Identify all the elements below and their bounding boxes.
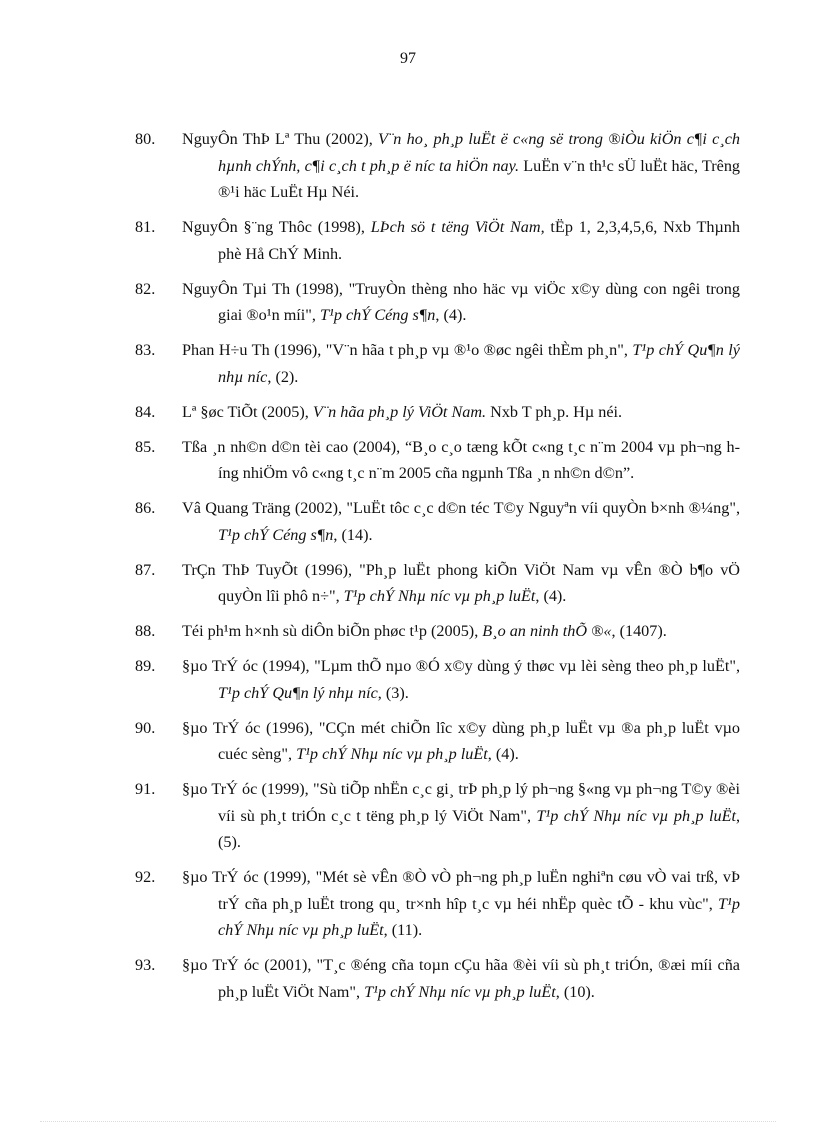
reference-item xyxy=(0,952,816,1005)
reference-text: NguyÔn §¨ng Thôc (1998), xyxy=(182,218,371,236)
reference-text: Téi ph¹m h×nh sù diÔn biÕn phøc t¹p (2005), xyxy=(182,622,483,640)
reference-details: , (10). xyxy=(555,982,595,1001)
reference-number: 82. xyxy=(135,279,156,298)
reference-number: 91. xyxy=(135,780,156,798)
reference-item xyxy=(0,276,816,329)
reference-details: , (11). xyxy=(383,921,423,939)
reference-item xyxy=(0,495,816,548)
reference-details: LuËn v¨n th¹c sÜ luËt häc, Trêng ®¹i häc LuËt Hµ Néi. xyxy=(218,156,741,201)
reference-number: 81. xyxy=(135,218,156,236)
reference-details: Nxb T ph¸p. Hµ néi. xyxy=(486,402,623,421)
reference-source-title: T¹p chÝ Nhµ níc vµ ph¸p luËt xyxy=(536,806,736,825)
reference-number: 87. xyxy=(135,560,156,579)
reference-source-title: T¹p chÝ Nhµ níc vµ ph¸p luËt xyxy=(218,894,740,939)
reference-number: 88. xyxy=(135,622,156,640)
reference-item xyxy=(0,557,816,610)
reference-text: §µo TrÝ óc (1994), "Lµm thÕ nµo ®Ó x©y dùng ý thøc vµ lèi sèng theo ph¸p luËt", xyxy=(182,657,740,675)
reference-number: 93. xyxy=(135,956,156,974)
reference-number: 90. xyxy=(135,718,156,737)
page-bottom-divider xyxy=(40,1121,776,1122)
reference-text: §µo TrÝ óc (2001), "T¸c ®éng cña toµn cÇu hãa ®èi víi sù ph¸t triÓn, ®æi míi cña ph¸p luËt ViÖt Nam", xyxy=(182,956,740,1001)
reference-source-title: V¨n ho¸ ph¸p luËt ë c«ng së trong ®iÒu kiÖn c¶i c¸ch hµnh chÝnh, c¶i c¸ch t ph¸p ë níc ta hiÖn nay. xyxy=(218,130,740,175)
reference-number: 92. xyxy=(135,868,156,886)
reference-details: , (2). xyxy=(267,367,299,386)
reference-text: §µo TrÝ óc (1999), "Mét sè vÊn ®Ò vÒ ph¬ng ph¸p luËn nghiªn cøu vÒ vai trß, vÞ trÝ cña ph¸p luËt trong qu¸ tr×nh hîp t¸c vµ héi nhËp quèc tÕ - khu vùc", xyxy=(182,868,740,913)
reference-details: , (4). xyxy=(487,745,519,763)
reference-item xyxy=(0,715,816,768)
reference-item xyxy=(0,337,816,390)
reference-source-title: V¨n hãa ph¸p lý ViÖt Nam. xyxy=(312,402,487,421)
reference-text: NguyÔn ThÞ Lª Thu (2002), xyxy=(182,130,379,148)
reference-item xyxy=(0,399,816,426)
reference-text: TrÇn ThÞ TuyÕt (1996), "Ph¸p luËt phong kiÕn ViÖt Nam vµ vÊn ®Ò b¶o vÖ quyÒn lîi phô n÷", xyxy=(182,560,740,605)
reference-item xyxy=(0,653,816,706)
reference-source-title: LÞch sö t tëng ViÖt Nam, xyxy=(370,218,545,236)
reference-item xyxy=(0,864,816,944)
reference-details: , (3). xyxy=(377,683,409,702)
reference-list xyxy=(0,126,816,1014)
reference-text: §µo TrÝ óc (1996), "CÇn mét chiÕn lîc x©y dùng ph¸p luËt vµ ®a ph¸p luËt vµo cuéc sèng", xyxy=(182,718,740,763)
reference-item xyxy=(0,434,816,487)
reference-item xyxy=(0,776,816,856)
reference-source-title: T¹p chÝ Qu¶n lý nhµ níc xyxy=(218,341,740,386)
reference-text: Tßa ¸n nh©n d©n tèi cao (2004), “B¸o c¸o tæng kÕt c«ng t¸c n¨m 2004 vµ ph¬ng híng nhiÖm vô c«ng t¸c n¨m 2005 cña ngµnh Tßa ¸n nh©n d©n”. xyxy=(182,437,740,482)
reference-details: , (1407). xyxy=(611,622,667,640)
reference-details: , (5). xyxy=(218,806,740,851)
reference-source-title: B¸o an ninh thÕ ®« xyxy=(482,622,612,640)
reference-number: 80. xyxy=(135,130,156,148)
page-number: 97 xyxy=(400,50,416,67)
reference-details: tËp 1, 2,3,4,5,6, Nxb Thµnh phè Hå ChÝ Minh. xyxy=(218,218,740,263)
reference-text: Vâ Quang Träng (2002), "LuËt tôc c¸c d©n téc T©y Nguyªn víi quyÒn b×nh ®¼ng", xyxy=(182,499,740,517)
reference-source-title: T¹p chÝ Nhµ níc vµ ph¸p luËt xyxy=(343,587,536,605)
reference-details: , (14). xyxy=(333,525,373,544)
reference-details: , (4). xyxy=(535,587,567,605)
reference-text: §µo TrÝ óc (1999), "Sù tiÕp nhËn c¸c gi¸ trÞ ph¸p lý ph¬ng §«ng vµ ph¬ng T©y ®èi víi sù ph¸t triÓn c¸c t tëng ph¸p lý ViÖt Nam", xyxy=(182,780,740,825)
reference-item xyxy=(0,618,816,645)
reference-number: 86. xyxy=(135,499,156,517)
reference-text: Phan H÷u Th (1996), "V¨n hãa t ph¸p vµ ®¹o ®øc ngêi thÈm ph¸n", xyxy=(182,341,633,359)
reference-source-title: T¹p chÝ Céng s¶n xyxy=(320,306,436,324)
reference-text: NguyÔn Tµi Th (1998), "TruyÒn thèng nho häc vµ viÖc x©y dùng con ngêi trong giai ®o¹n míi", xyxy=(182,279,740,324)
reference-item xyxy=(0,126,816,206)
reference-number: 83. xyxy=(135,341,156,359)
reference-source-title: T¹p chÝ Nhµ níc vµ ph¸p luËt xyxy=(296,745,488,763)
reference-number: 85. xyxy=(135,437,156,456)
reference-item xyxy=(0,214,816,267)
reference-source-title: T¹p chÝ Céng s¶n xyxy=(218,525,334,544)
reference-number: 84. xyxy=(135,402,156,421)
reference-source-title: T¹p chÝ Nhµ níc vµ ph¸p luËt xyxy=(364,982,556,1001)
reference-details: , (4). xyxy=(435,306,467,324)
reference-number: 89. xyxy=(135,657,156,675)
reference-source-title: T¹p chÝ Qu¶n lý nhµ níc xyxy=(218,683,378,702)
reference-text: Lª §øc TiÕt (2005), xyxy=(182,402,313,421)
